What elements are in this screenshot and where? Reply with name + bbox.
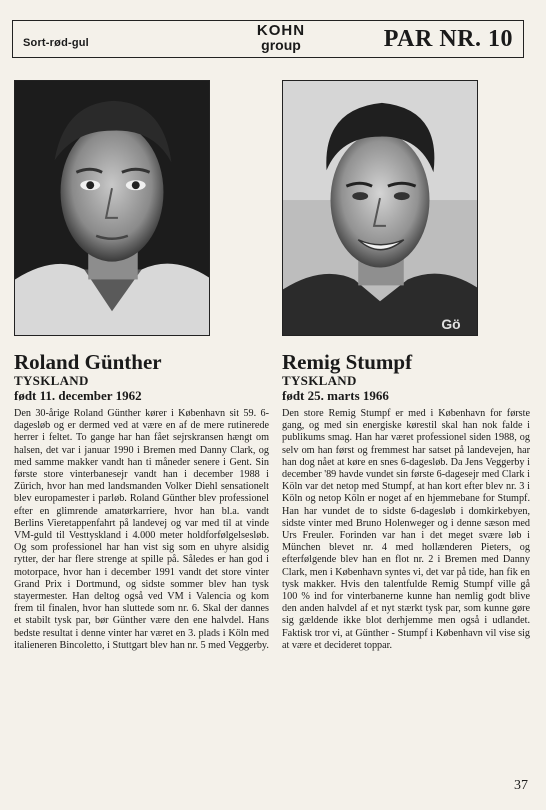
rider-biography: Den 30-årige Roland Günther kører i København sit 59. 6-dagesløb og er dermed ved at være en af de mere rutinerede herrer i feltet. To gange har han fået sejrskransen hængt om halsen, det var i januar 1990 i Bremen med Danny Clark, og med samme makker vandt han ti måneder senere i Gent. Sin første store vinterbanesejr vandt han i december 1988 i Zürich, hvor han med landsmanden Volker Diehl sensationelt blev europamester i parløb. Roland Günther blev professionel efter en glimrende amatørkarriere, hvor han bl.a. vandt Berlins Vieretappenfahrt på landevej og var med til at vinde VM-guld til Vesttyskland i 4.000 meter holdforfølgelsesløb. Og som professionel har han vist sig som en uhyre alsidig rytter, der har flere strenge at spille på. Således er han god i motorpace, hvor han i december 1991 vandt det store vinter Grand Prix i Dortmund, og sidste sommer blev han tysk stayermester. Han deltog også ved VM i Valencia og kom frem til finalen, hvor han sluttede som nr. 6. Skal der dannes et stabilt tysk par, bør Günther være den ene halvdel. Hans bedste resultat i denne vinter har været en 3. plads i Köln med italieneren Bincoletto, i Stuttgart blev han nr. 5 med Veggerby. (14, 408, 269, 651)
rider-birthdate: født 11. december 1962 (14, 388, 142, 403)
rider-country: TYSKLAND (14, 373, 89, 388)
rider-country: TYSKLAND (282, 373, 357, 388)
rider-biography: Den store Remig Stumpf er med i København for første gang, og med sin energiske kørestil skal han nok falde i publikums smag. Han har været professionel siden 1988, og selv om han først og fremmest har satset på landevejen, har han dog nået at køre en snes 6-dagesløb. Da Jens Veggerby i december '89 havde vundet sin første 6-dagesejr med Clark i Köln var det netop med Stumpf, at han kort efter blev nr. 3 i Köln og netop Köln er noget af en hjemmebane for Stumpf. Han har vundet de to sidste 6-dagesløb i domkirkebyen, sidste vinter med Bruno Holenweger og i denne sæson med Urs Freuler. Forinden var han i det meget svære løb i München blevet nr. 4 med hollænderen Pieters, og efterfølgende blev han en flot nr. 2 i Bremen med Danny Clark, men i København syntes vi, det var på tide, han fik en tysk makker. Hvis den talentfulde Remig Stumpf ville gå 100 % ind for vinterbanerne kunne han nemlig godt blive den anden halvdel af et nyt stærkt tysk par, som kunne gøre sig gældende ikke blot derhjemme men også i udlandet. Faktisk tror vi, at Günther - Stumpf i København vil vise sig at være et decideret toppar. (282, 408, 530, 651)
rider-name: Remig Stumpf (282, 350, 413, 374)
rider-photo-stumpf (282, 80, 478, 336)
page-number: 37 (514, 778, 528, 793)
pair-number-title: PAR NR. 10 (383, 26, 513, 52)
svg-text:Gö: Gö (441, 316, 461, 333)
rider-column-stumpf (282, 350, 530, 652)
rider-column-gunther (14, 350, 269, 652)
rider-birthdate: født 25. marts 1966 (282, 388, 389, 403)
page-header (12, 20, 524, 58)
rider-name: Roland Günther (14, 350, 162, 374)
rider-photo-gunther (14, 80, 210, 336)
sponsor-logo: KOHN group (256, 22, 306, 53)
pair-colors-label: Sort-rød-gul (23, 37, 89, 49)
